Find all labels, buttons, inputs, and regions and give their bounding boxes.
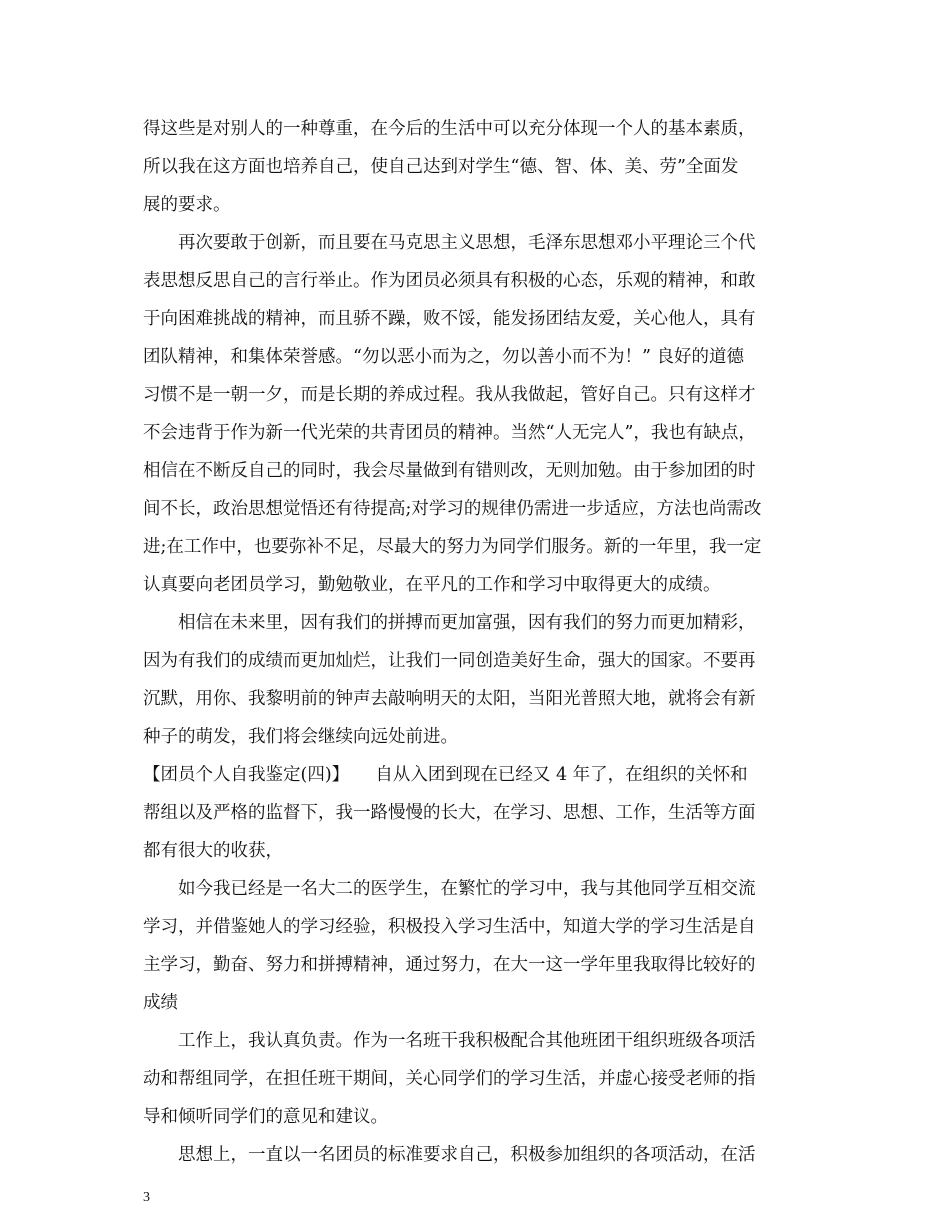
text-line: 都有很大的收获， <box>143 841 283 861</box>
text-line: 进;在工作中，也要弥补不足，尽最大的努力为同学们服务。新的一年里，我一定 <box>143 537 762 557</box>
text-line: 所以我在这方面也培养自己，使自己达到对学生“德、智、体、美、劳”全面发 <box>143 157 739 177</box>
text-line: 主学习，勤奋、努力和拼搏精神，通过努力，在大一这一学年里我取得比较好的 <box>143 955 756 975</box>
text-line: 不会违背于作为新一代光荣的共青团员的精神。当然“人无完人”，我也有缺点， <box>143 423 756 443</box>
text-line: 因为有我们的成绩而更加灿烂，让我们一同创造美好生命，强大的国家。不要再 <box>143 651 756 671</box>
text-line: 再次要敢于创新，而且要在马克思主义思想，毛泽东思想邓小平理论三个代 <box>178 233 756 253</box>
text-line: 间不长，政治思想觉悟还有待提高;对学习的规律仍需进一步适应，方法也尚需改 <box>143 499 762 519</box>
text-line: 相信在不断反自己的同时，我会尽量做到有错则改，无则加勉。由于参加团的时 <box>143 461 756 481</box>
text-line: 得这些是对别人的一种尊重，在今后的生活中可以充分体现一个人的基本素质， <box>143 119 756 139</box>
section-heading-line: 【团员个人自我鉴定(四)】 自从入团到现在已经又 4 年了，在组织的关怀和 <box>143 765 748 785</box>
text-line: 习惯不是一朝一夕，而是长期的养成过程。我从我做起，管好自己。只有这样才 <box>143 385 756 405</box>
text-line: 沉默，用你、我黎明前的钟声去敲响明天的太阳，当阳光普照大地，就将会有新 <box>143 689 756 709</box>
text-line: 表思想反思自己的言行举止。作为团员必须具有积极的心态，乐观的精神，和敢 <box>143 271 756 291</box>
page-number: 3 <box>143 1190 150 1205</box>
text-line: 展的要求。 <box>143 195 231 215</box>
text-line: 于向困难挑战的精神，而且骄不躁，败不馁，能发扬团结友爱，关心他人，具有 <box>143 309 756 329</box>
text-line: 学习，并借鉴她人的学习经验，积极投入学习生活中，知道大学的学习生活是自 <box>143 917 756 937</box>
text-line: 成绩 <box>143 993 178 1013</box>
text-line: 相信在未来里，因有我们的拼搏而更加富强，因有我们的努力而更加精彩， <box>178 613 756 633</box>
text-line: 动和帮组同学，在担任班干期间，关心同学们的学习生活，并虚心接受老师的指 <box>143 1069 756 1089</box>
text-line: 如今我已经是一名大二的医学生，在繁忙的学习中，我与其他同学互相交流 <box>178 879 756 899</box>
text-line: 认真要向老团员学习，勤勉敬业，在平凡的工作和学习中取得更大的成绩。 <box>143 575 721 595</box>
text-line: 团队精神，和集体荣誉感。“勿以恶小而为之，勿以善小而不为！” 良好的道德 <box>143 347 744 367</box>
text-line: 思想上，一直以一名团员的标准要求自己，积极参加组织的各项活动，在活 <box>178 1145 756 1165</box>
text-line: 种子的萌发，我们将会继续向远处前进。 <box>143 727 458 747</box>
text-line: 导和倾听同学们的意见和建议。 <box>143 1107 388 1127</box>
text-line: 帮组以及严格的监督下，我一路慢慢的长大，在学习、思想、工作，生活等方面 <box>143 803 756 823</box>
text-line: 工作上，我认真负责。作为一名班干我积极配合其他班团干组织班级各项活 <box>178 1031 756 1051</box>
